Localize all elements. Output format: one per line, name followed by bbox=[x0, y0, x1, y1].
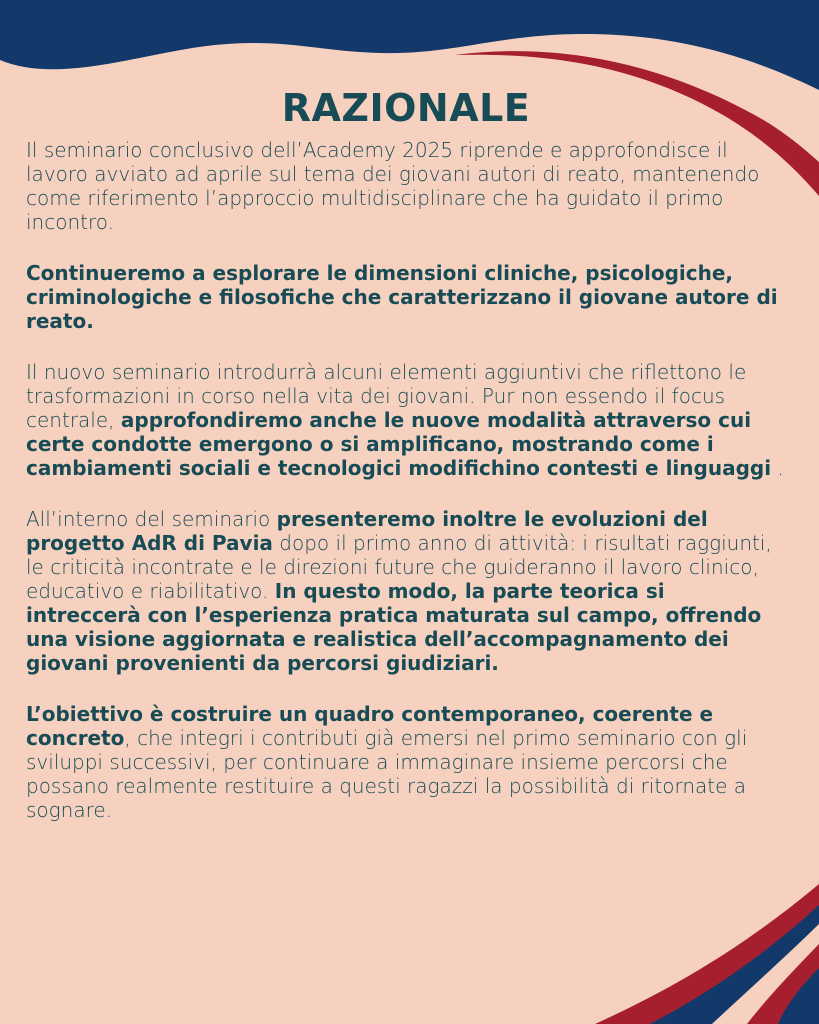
project-strong-text: presenteremo inoltre le evoluzioni del progetto AdR di Pavia bbox=[26, 507, 708, 555]
objective-paragraph bbox=[26, 702, 786, 822]
focus-paragraph bbox=[26, 261, 786, 333]
page-title: RAZIONALE bbox=[281, 86, 531, 130]
intro-text: Il seminario conclusivo dell’Academy 2025 riprende e approfondisce il lavoro avviato ad aprile sul tema dei giovani autori di reato, mantenendo come riferimento l’approccio multidisciplinare che ha guidato il primo incontro. bbox=[26, 138, 760, 234]
focus-strong-text: Continueremo a esplorare le dimensioni cliniche, psicologiche, criminologiche e filosofiche che caratterizzano il giovane autore di reato. bbox=[26, 261, 778, 333]
new-seminar-strong-text: approfondiremo anche le nuove modalità attraverso cui certe condotte emergono o si amplificano, mostrando come i cambiamenti sociali e tecnologici modifichino contesti e linguaggi bbox=[26, 408, 772, 480]
top-navy-wave bbox=[0, 0, 819, 90]
new-seminar-ending: . bbox=[771, 456, 784, 480]
new-seminar-text: Il nuovo seminario introdurrà alcuni elementi aggiuntivi che riflettono le trasformazioni in corso nella vita dei giovani. Pur non essendo il focus centrale, bbox=[26, 360, 747, 432]
project-body-text: dopo il primo anno di attività: i risultati raggiunti, le criticità incontrate e le direzioni future che guideranno il lavoro clinico, educativo e riabilitativo. bbox=[26, 531, 772, 603]
intro-paragraph bbox=[26, 138, 786, 234]
document-content bbox=[26, 84, 786, 822]
objective-strong-text: L’obiettivo è costruire un quadro contemporaneo, coerente e concreto bbox=[26, 702, 714, 750]
project-paragraph bbox=[26, 507, 786, 675]
project-conclusion-strong: In questo modo, la parte teorica si intreccerà con l’esperienza pratica maturata sul campo, offrendo una visione aggiornata e realistica dell’accompagnamento dei giovani provenienti da percorsi giudiziari. bbox=[26, 579, 762, 675]
new-seminar-paragraph bbox=[26, 360, 786, 480]
objective-text: , che integri i contributi già emersi nel primo seminario con gli sviluppi successivi, per continuare a immaginare insieme percorsi che possano realmente restituire a questi ragazzi la possibilità di ritornate a sognare. bbox=[26, 726, 748, 822]
project-intro-text: All’interno del seminario bbox=[26, 507, 277, 531]
